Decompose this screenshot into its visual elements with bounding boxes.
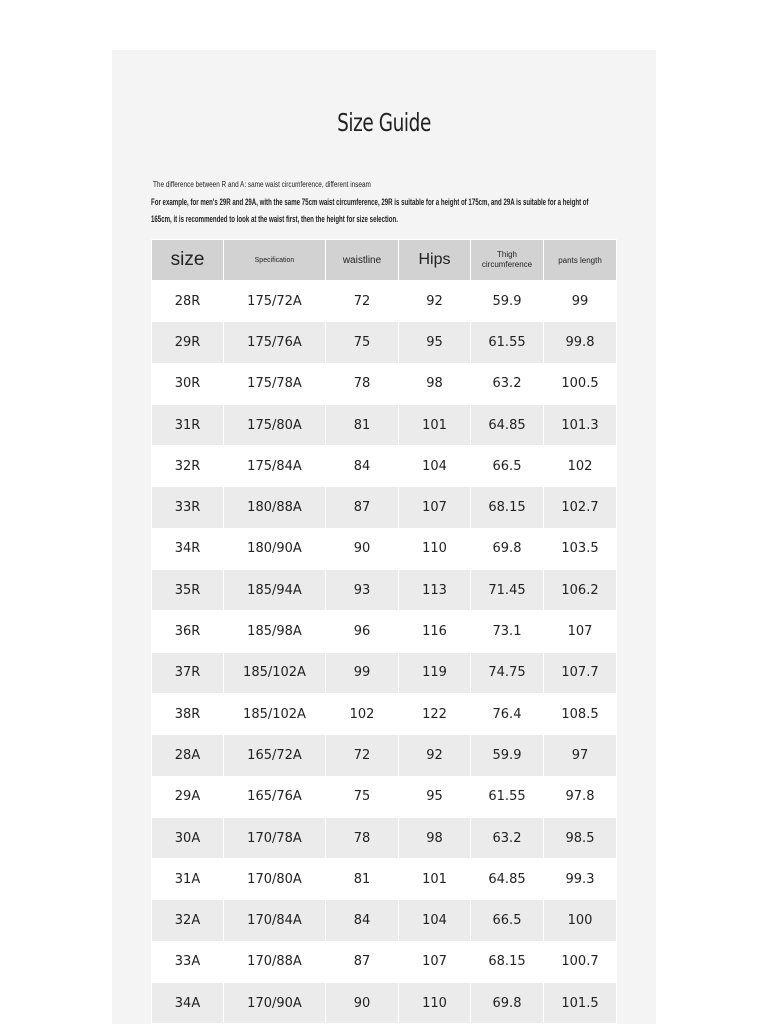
cell-waistline: 93 — [326, 570, 399, 611]
cell-specification: 170/84A — [224, 900, 326, 941]
cell-waistline: 72 — [326, 735, 399, 776]
cell-size: 38R — [152, 693, 224, 734]
cell-waistline: 96 — [326, 611, 399, 652]
cell-hips: 116 — [399, 611, 471, 652]
cell-waistline: 87 — [326, 487, 399, 528]
cell-thigh: 68.15 — [471, 941, 544, 982]
table-body — [152, 281, 617, 1024]
header-waistline: waistline — [326, 240, 399, 281]
cell-waistline: 99 — [326, 652, 399, 693]
table-row — [152, 983, 617, 1024]
cell-size: 34A — [152, 983, 224, 1024]
cell-thigh: 66.5 — [471, 900, 544, 941]
cell-waistline: 72 — [326, 281, 399, 322]
cell-waistline: 84 — [326, 446, 399, 487]
cell-pants-length: 102.7 — [544, 487, 617, 528]
cell-size: 35R — [152, 570, 224, 611]
cell-thigh: 64.85 — [471, 859, 544, 900]
cell-thigh: 61.55 — [471, 322, 544, 363]
cell-specification: 170/88A — [224, 941, 326, 982]
cell-size: 30R — [152, 363, 224, 404]
note-example-line-1: For example, for men's 29R and 29A, with the same 75cm waist circumference, 29R is suitable for a height of 175cm, and 29A is suitable for a height of — [151, 197, 589, 207]
cell-size: 37R — [152, 652, 224, 693]
cell-pants-length: 108.5 — [544, 693, 617, 734]
cell-waistline: 90 — [326, 983, 399, 1024]
note-r-vs-a: The difference between R and A: same waist circumference, different inseam — [153, 180, 371, 189]
table-header-row — [152, 240, 617, 281]
cell-hips: 104 — [399, 900, 471, 941]
table-row — [152, 900, 617, 941]
cell-waistline: 78 — [326, 817, 399, 858]
cell-specification: 175/72A — [224, 281, 326, 322]
cell-thigh: 69.8 — [471, 528, 544, 569]
page-title: Size Guide — [337, 108, 431, 137]
cell-waistline: 102 — [326, 693, 399, 734]
table-row — [152, 404, 617, 445]
cell-hips: 95 — [399, 322, 471, 363]
table-row — [152, 363, 617, 404]
cell-waistline: 81 — [326, 859, 399, 900]
cell-hips: 107 — [399, 941, 471, 982]
cell-hips: 92 — [399, 281, 471, 322]
cell-size: 30A — [152, 817, 224, 858]
table-row — [152, 611, 617, 652]
cell-thigh: 61.55 — [471, 776, 544, 817]
cell-thigh: 74.75 — [471, 652, 544, 693]
cell-pants-length: 101.5 — [544, 983, 617, 1024]
cell-thigh: 76.4 — [471, 693, 544, 734]
cell-size: 36R — [152, 611, 224, 652]
cell-hips: 122 — [399, 693, 471, 734]
cell-pants-length: 107 — [544, 611, 617, 652]
cell-hips: 98 — [399, 363, 471, 404]
cell-specification: 185/94A — [224, 570, 326, 611]
cell-specification: 170/90A — [224, 983, 326, 1024]
cell-specification: 175/78A — [224, 363, 326, 404]
table-row — [152, 528, 617, 569]
cell-specification: 180/90A — [224, 528, 326, 569]
cell-pants-length: 107.7 — [544, 652, 617, 693]
size-table — [151, 239, 617, 1024]
header-specification: Specification — [224, 240, 326, 281]
cell-hips: 98 — [399, 817, 471, 858]
table-row — [152, 652, 617, 693]
table-row — [152, 446, 617, 487]
cell-hips: 101 — [399, 859, 471, 900]
note-example-line-2: 165cm, it is recommended to look at the waist first, then the height for size selection. — [151, 214, 398, 224]
header-size: size — [152, 240, 224, 281]
table-row — [152, 322, 617, 363]
table-row — [152, 735, 617, 776]
cell-waistline: 78 — [326, 363, 399, 404]
header-hips: Hips — [399, 240, 471, 281]
cell-size: 28A — [152, 735, 224, 776]
cell-pants-length: 100 — [544, 900, 617, 941]
table-row — [152, 693, 617, 734]
cell-hips: 92 — [399, 735, 471, 776]
cell-hips: 110 — [399, 528, 471, 569]
cell-pants-length: 97.8 — [544, 776, 617, 817]
cell-pants-length: 99.3 — [544, 859, 617, 900]
cell-thigh: 68.15 — [471, 487, 544, 528]
cell-pants-length: 101.3 — [544, 404, 617, 445]
header-pants-length: pants length — [544, 240, 617, 281]
cell-pants-length: 97 — [544, 735, 617, 776]
cell-hips: 95 — [399, 776, 471, 817]
cell-thigh: 59.9 — [471, 735, 544, 776]
cell-size: 32A — [152, 900, 224, 941]
cell-waistline: 75 — [326, 776, 399, 817]
table-row — [152, 570, 617, 611]
cell-size: 34R — [152, 528, 224, 569]
cell-thigh: 66.5 — [471, 446, 544, 487]
cell-specification: 185/98A — [224, 611, 326, 652]
cell-size: 28R — [152, 281, 224, 322]
table-row — [152, 859, 617, 900]
cell-pants-length: 98.5 — [544, 817, 617, 858]
cell-pants-length: 100.5 — [544, 363, 617, 404]
cell-hips: 110 — [399, 983, 471, 1024]
table-row — [152, 941, 617, 982]
cell-pants-length: 99 — [544, 281, 617, 322]
cell-hips: 104 — [399, 446, 471, 487]
cell-waistline: 90 — [326, 528, 399, 569]
cell-size: 31R — [152, 404, 224, 445]
cell-pants-length: 102 — [544, 446, 617, 487]
cell-specification: 185/102A — [224, 652, 326, 693]
cell-size: 32R — [152, 446, 224, 487]
cell-size: 33A — [152, 941, 224, 982]
cell-thigh: 69.8 — [471, 983, 544, 1024]
table-row — [152, 281, 617, 322]
cell-hips: 107 — [399, 487, 471, 528]
cell-thigh: 59.9 — [471, 281, 544, 322]
table-row — [152, 487, 617, 528]
cell-pants-length: 103.5 — [544, 528, 617, 569]
cell-pants-length: 100.7 — [544, 941, 617, 982]
cell-pants-length: 99.8 — [544, 322, 617, 363]
cell-specification: 185/102A — [224, 693, 326, 734]
header-thigh-circumference: Thigh circumference — [471, 240, 544, 281]
cell-hips: 119 — [399, 652, 471, 693]
cell-specification: 175/80A — [224, 404, 326, 445]
cell-specification: 175/76A — [224, 322, 326, 363]
cell-specification: 165/76A — [224, 776, 326, 817]
cell-waistline: 87 — [326, 941, 399, 982]
cell-thigh: 64.85 — [471, 404, 544, 445]
cell-specification: 165/72A — [224, 735, 326, 776]
cell-thigh: 63.2 — [471, 363, 544, 404]
cell-pants-length: 106.2 — [544, 570, 617, 611]
cell-waistline: 75 — [326, 322, 399, 363]
cell-specification: 175/84A — [224, 446, 326, 487]
cell-size: 31A — [152, 859, 224, 900]
cell-size: 29A — [152, 776, 224, 817]
cell-thigh: 63.2 — [471, 817, 544, 858]
cell-waistline: 81 — [326, 404, 399, 445]
cell-size: 33R — [152, 487, 224, 528]
cell-hips: 113 — [399, 570, 471, 611]
cell-waistline: 84 — [326, 900, 399, 941]
cell-specification: 180/88A — [224, 487, 326, 528]
cell-specification: 170/80A — [224, 859, 326, 900]
table-row — [152, 776, 617, 817]
cell-thigh: 71.45 — [471, 570, 544, 611]
table-row — [152, 817, 617, 858]
cell-hips: 101 — [399, 404, 471, 445]
cell-thigh: 73.1 — [471, 611, 544, 652]
cell-specification: 170/78A — [224, 817, 326, 858]
cell-size: 29R — [152, 322, 224, 363]
